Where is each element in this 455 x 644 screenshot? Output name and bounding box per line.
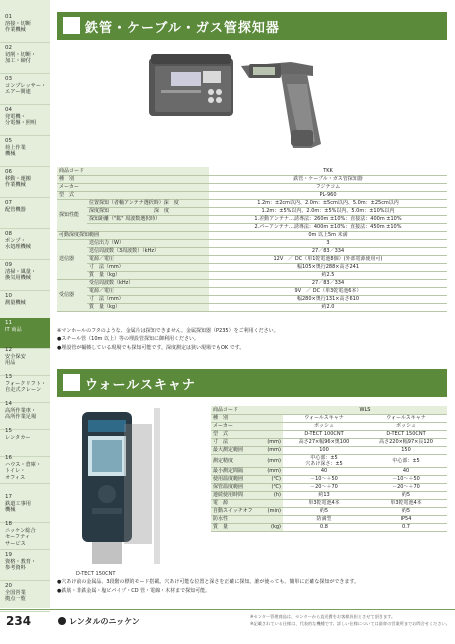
- row-label: 深度探知 深 度: [87, 207, 209, 215]
- note-line: ●鉄筋・非鉄金属・塩ビパイプ・CD 管・電線・木材まで探知可能。: [57, 588, 211, 594]
- brand-name: レンタルのニッケン: [69, 617, 140, 626]
- row-label: 測定精度: [211, 454, 263, 467]
- row-unit: (h): [263, 491, 283, 499]
- sidebar-item-label: 測量機械: [5, 299, 26, 306]
- row-value: 幅105×奥行288×高さ241: [209, 263, 447, 271]
- sidebar-item-08[interactable]: [0, 229, 50, 260]
- table-row: [57, 207, 447, 215]
- sidebar-item-number: 19: [5, 552, 12, 558]
- row-label: 寸 法（mm）: [87, 263, 209, 271]
- row-label: 防水性: [211, 515, 263, 523]
- footer-divider: [0, 609, 455, 610]
- sidebar-item-number: 12: [5, 347, 12, 353]
- row-unit: (mm): [263, 467, 283, 475]
- table-row: [211, 430, 447, 438]
- value-150cnt: 中心部：±5: [365, 454, 447, 467]
- row-label: 最大測定範囲: [211, 446, 263, 454]
- value-150cnt: 約5: [365, 507, 447, 515]
- sidebar-item-09[interactable]: [0, 260, 50, 291]
- value-150cnt: IP54: [365, 515, 447, 523]
- banner-square-icon: [63, 17, 80, 34]
- value-100cnt: ウォールスキャナ: [283, 414, 365, 422]
- table-row: [211, 483, 447, 491]
- row-value: フジテコム: [209, 183, 447, 191]
- row-label: 保管温度範囲: [211, 483, 263, 491]
- row-label: 質 量（kg）: [87, 303, 209, 311]
- sidebar-item-label: 移動・運搬 作業機械: [5, 175, 31, 188]
- table-row: [211, 507, 447, 515]
- table-row: [57, 295, 447, 303]
- value-100cnt: 単3乾電池4本: [283, 499, 365, 507]
- row-label: 受信周波数（kHz）: [87, 279, 209, 287]
- sidebar-item-number: 09: [5, 262, 12, 268]
- row-unit: (℃): [263, 483, 283, 491]
- table-row: [57, 215, 447, 223]
- table-row: [57, 271, 447, 279]
- table-row: [211, 414, 447, 422]
- table-row: [57, 239, 447, 247]
- row-value: 27／83／334: [209, 247, 447, 255]
- row-value: PL-960: [209, 191, 447, 199]
- row-label: 自動スイッチオフ: [211, 507, 263, 515]
- row-value: 1.差動アンテナ…誘導法：260m ±10%：直接法：400m ±10%: [209, 215, 447, 223]
- sidebar-item-label: 配管機器: [5, 206, 26, 213]
- sidebar-item-label: 発電機・ 分電盤・照明: [5, 113, 37, 126]
- sidebar-item-20[interactable]: [0, 581, 50, 612]
- value-100cnt: 約5: [283, 507, 365, 515]
- row-label: 種 別: [211, 414, 263, 422]
- table-row: [211, 446, 447, 454]
- banner-square-icon: [63, 374, 80, 391]
- row-value: 3: [209, 239, 447, 247]
- table-row: [211, 438, 447, 446]
- row-label: 電源／電圧: [87, 287, 209, 295]
- value-150cnt: 約5: [365, 491, 447, 499]
- value-150cnt: ボッシュ: [365, 422, 447, 430]
- sidebar-item-label: 高所作業車・ 高所作業足場: [5, 407, 37, 420]
- sidebar-item-label: ポンプ・ 水処理機械: [5, 237, 31, 250]
- row-label: 質 量（kg）: [87, 271, 209, 279]
- row-label: メーカー: [57, 183, 209, 191]
- sidebar-item-number: 11: [5, 320, 12, 326]
- section-title: 鉄管・ケーブル・ガス管探知器: [85, 21, 280, 36]
- table-row: [211, 515, 447, 523]
- row-label: 使用温度範囲: [211, 475, 263, 483]
- sidebar-item-label: 切削・切断・ 加工・締付: [5, 51, 37, 64]
- note-line: ※マンホールのフタのような、金属片は探知できません。金属探知器（P235）をご利用ください。: [57, 328, 279, 334]
- value-150cnt: 150: [365, 446, 447, 454]
- row-unit: (mm): [263, 438, 283, 446]
- table-row: [57, 199, 447, 207]
- sidebar-item-label: フォークリフト・ 自走式クレーン: [5, 380, 47, 393]
- sidebar-item-label: 溶接・切断 作業機械: [5, 20, 31, 33]
- table-row: [57, 191, 447, 199]
- value-100cnt: －10～＋50: [283, 475, 365, 483]
- value-100cnt: D-TECT 100CNT: [283, 430, 365, 438]
- value-150cnt: －20～＋70: [365, 483, 447, 491]
- row-value: 0m 以上5m 未満: [209, 231, 447, 239]
- sidebar-item-label: IT 商品: [5, 326, 22, 333]
- section-title: ウォールスキャナ: [85, 378, 196, 393]
- value-150cnt: D-TECT 150CNT: [365, 430, 447, 438]
- sidebar-item-18[interactable]: [0, 519, 50, 550]
- sidebar-item-number: 14: [5, 401, 12, 407]
- table-row: [211, 475, 447, 483]
- row-label: 商品コード: [57, 167, 209, 175]
- row-label: 連続使用時間: [211, 491, 263, 499]
- sidebar-item-label: 全国営業 拠点一覧: [5, 589, 26, 602]
- row-value: 1.2m：±5%以内、2.0m：±5%以内、5.0m：±10%以内: [209, 207, 447, 215]
- sidebar-item-19[interactable]: [0, 550, 50, 581]
- table-row: [57, 175, 447, 183]
- brand-logo-icon: [58, 617, 66, 625]
- value-100cnt: ボッシュ: [283, 422, 365, 430]
- value-150cnt: 40: [365, 467, 447, 475]
- sidebar-item-04[interactable]: [0, 105, 50, 136]
- row-value: TKK: [209, 167, 447, 175]
- value-100cnt: －20～＋70: [283, 483, 365, 491]
- sidebar-item-number: 06: [5, 169, 12, 175]
- footer-note: ※記載されている仕様は、代表的な機種です。詳しい仕様については最寄の営業所までお問合せください。: [250, 621, 450, 626]
- row-label: 送信周波数（3周波数）（kHz）: [87, 247, 209, 255]
- table-row: [211, 491, 447, 499]
- pipe-detector-photo: [131, 44, 321, 152]
- value-150cnt: 単3乾電池4本: [365, 499, 447, 507]
- sidebar-item-number: 15: [5, 428, 12, 434]
- row-unit: (℃): [263, 475, 283, 483]
- row-label: 可動深度探知範囲: [57, 231, 209, 239]
- value-100cnt: 約13: [283, 491, 365, 499]
- note-line: ●スチール管（10m 以上）等の埋設管探知に御利用ください。: [57, 336, 199, 342]
- pipe-detector-spec-table: [57, 167, 447, 312]
- page-number: 234: [6, 614, 32, 628]
- section-banner-wall-scanner: [57, 369, 447, 397]
- row-label: 電源／電圧: [87, 255, 209, 263]
- row-value: 27／83／334: [209, 279, 447, 287]
- note-line: ●穴あけ前の金属品、3段階の標的モード搭載。穴あけ可能な位置と深さを正確に探知。誰が使っても、簡単に正確な探知ができます。: [57, 579, 359, 585]
- row-unit: [263, 422, 283, 430]
- table-row: [211, 467, 447, 475]
- row-label: 位置探知（者軸アンテナ選択時）深 度: [87, 199, 209, 207]
- row-unit: [263, 515, 283, 523]
- row-value: 2.パーアンテナ…誘導法：400m ±10%：直接法：450m ±10%: [209, 223, 447, 231]
- table-row: [57, 287, 447, 295]
- footer-note: ※センター管理商品は、センターから直送費をお客様負担とさせて頂きます。: [250, 614, 396, 619]
- value-100cnt: 防滴型: [283, 515, 365, 523]
- sidebar-item-number: 20: [5, 583, 12, 589]
- table-row: [211, 499, 447, 507]
- sidebar-item-05[interactable]: [0, 136, 50, 167]
- value-150cnt: ウォールスキャナ: [365, 414, 447, 422]
- sidebar-item-02[interactable]: [0, 43, 50, 74]
- value-100cnt: 高さ27×幅96×奥100: [283, 438, 365, 446]
- sidebar-item-number: 03: [5, 76, 12, 82]
- table-row: [57, 223, 447, 231]
- sidebar-item-label: ニッケン総合 セーフティ サービス: [5, 527, 36, 547]
- row-unit: (mm): [263, 454, 283, 467]
- sidebar-item-label: 荷上作業 機械: [5, 144, 26, 157]
- row-label: 送信出力（W）: [87, 239, 209, 247]
- sidebar-item-number: 04: [5, 107, 12, 113]
- wall-scanner-photo: [62, 404, 206, 568]
- value-100cnt: 0.8: [283, 523, 365, 531]
- row-label: 探知距離（"鉱" 周波数選択時）: [87, 215, 209, 223]
- table-row: [57, 183, 447, 191]
- section-banner-pipe-detector: [57, 12, 447, 40]
- row-unit: (mm): [263, 446, 283, 454]
- row-label: メーカー: [211, 422, 263, 430]
- row-unit: [263, 414, 283, 422]
- row-value: 9V ／ DC（単3乾電池6本）: [209, 287, 447, 295]
- value-100cnt: 40: [283, 467, 365, 475]
- sidebar-item-number: 18: [5, 521, 12, 527]
- product-code: WLS: [283, 406, 447, 414]
- value-150cnt: 高さ220×幅97×長120: [365, 438, 447, 446]
- row-value: 1.2m：±2cm以内、2.0m：±5cm以内、5.0m：±25cm以内: [209, 199, 447, 207]
- row-label: 電 源: [211, 499, 263, 507]
- sidebar-item-number: 17: [5, 494, 12, 500]
- row-value: 約2.5: [209, 271, 447, 279]
- sidebar-item-number: 16: [5, 455, 12, 461]
- sidebar-item-label: コンプレッサー・ エアー関連: [5, 82, 47, 95]
- table-row: [211, 422, 447, 430]
- row-unit: (kg): [263, 523, 283, 531]
- value-100cnt: 100: [283, 446, 365, 454]
- sidebar-item-07[interactable]: [0, 198, 50, 229]
- table-row: [57, 247, 447, 255]
- table-row: [57, 167, 447, 175]
- sidebar-item-label: レンタカー: [5, 434, 31, 441]
- row-unit: (min): [263, 507, 283, 515]
- row-label: 種 別: [57, 175, 209, 183]
- row-label: 質 量: [211, 523, 263, 531]
- table-row: [57, 255, 447, 263]
- sidebar-item-number: 01: [5, 14, 12, 20]
- row-label: 型 式: [57, 191, 209, 199]
- value-100cnt: 中心部：±5 穴あけ深さ：±5: [283, 454, 365, 467]
- table-row: [211, 523, 447, 531]
- row-value: 12V ／ DC（単1乾電池8個）(外部電源使用可): [209, 255, 447, 263]
- wall-scanner-spec-table: [211, 406, 447, 532]
- row-group-label: 受信器: [57, 279, 87, 311]
- sidebar-item-label: ハウス・倉庫・ トイレ・ オフィス: [5, 461, 42, 481]
- sidebar-item-16[interactable]: [0, 453, 50, 484]
- table-row: [57, 279, 447, 287]
- row-group-label: 探知性能: [57, 199, 87, 231]
- sidebar-item-label: 安全保安 用品: [5, 353, 26, 366]
- row-label: [87, 223, 209, 231]
- row-label: 寸 法（mm）: [87, 295, 209, 303]
- sidebar-item-label: 資格・教育・ 参考資料: [5, 558, 37, 571]
- photo-caption: D-TECT 150CNT: [76, 571, 116, 577]
- table-header-row: [211, 406, 447, 414]
- sidebar-item-number: 10: [5, 293, 12, 299]
- row-label: 寸 法: [211, 438, 263, 446]
- table-row: [57, 231, 447, 239]
- row-unit: [263, 499, 283, 507]
- sidebar-item-number: 07: [5, 200, 12, 206]
- value-150cnt: 0.7: [365, 523, 447, 531]
- note-line: ●埋設管が輻輳している現場でも探知可能です。深度測定は狭い現場でもOK です。: [57, 345, 245, 351]
- header-label: 商品コード: [211, 406, 283, 414]
- sidebar-item-number: 05: [5, 138, 12, 144]
- category-sidebar: [0, 0, 50, 608]
- sidebar-item-label: 鉄道工事用 機械: [5, 500, 31, 513]
- row-label: 型 式: [211, 430, 263, 438]
- row-value: 幅280×奥行131×高さ610: [209, 295, 447, 303]
- sidebar-item-03[interactable]: [0, 74, 50, 105]
- sidebar-item-number: 13: [5, 374, 12, 380]
- sidebar-item-number: 08: [5, 231, 12, 237]
- table-row: [211, 454, 447, 467]
- row-value: 鉄管・ケーブル・ガス管探知器: [209, 175, 447, 183]
- table-row: [57, 263, 447, 271]
- sidebar-item-06[interactable]: [0, 167, 50, 198]
- sidebar-item-number: 02: [5, 45, 12, 51]
- row-group-label: 送信器: [57, 239, 87, 279]
- row-value: 約2.0: [209, 303, 447, 311]
- sidebar-item-label: 清掃・風量・ 換気用機械: [5, 268, 37, 281]
- row-label: 最小測定間隔: [211, 467, 263, 475]
- value-150cnt: －10～＋50: [365, 475, 447, 483]
- sidebar-item-01[interactable]: [0, 12, 50, 43]
- table-row: [57, 303, 447, 311]
- row-unit: [263, 430, 283, 438]
